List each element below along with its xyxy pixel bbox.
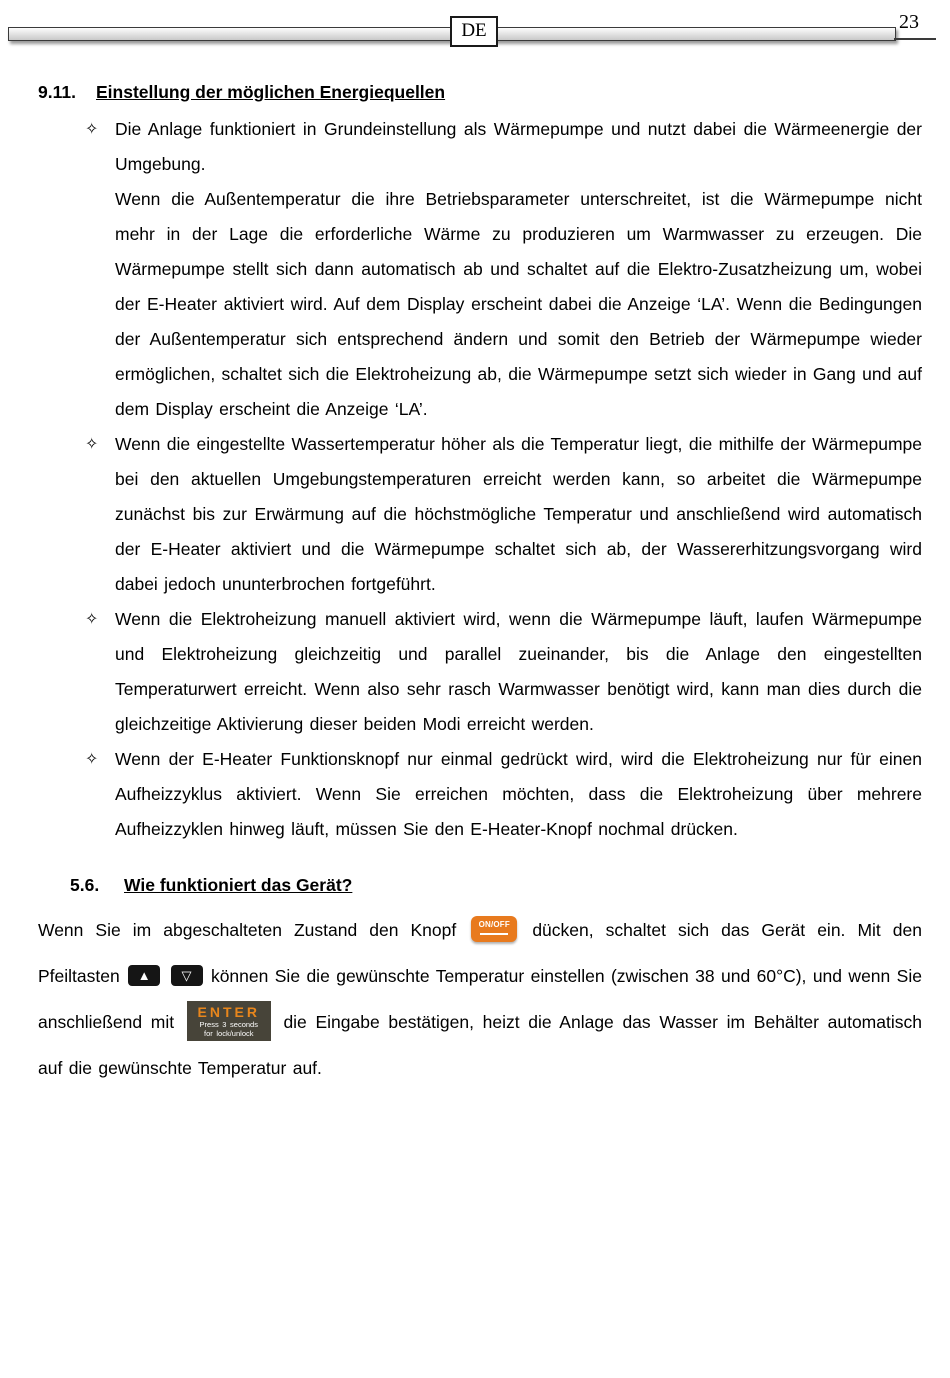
bullet-item — [38, 742, 922, 847]
diamond-bullet-icon: ✧ — [85, 611, 99, 628]
bullet-paragraph: Wenn die Außentemperatur die ihre Betriebsparameter unterschreitet, ist die Wärmepumpe nicht mehr in der Lage die erforderliche Wärme zu produzieren um Warmwasser zu erzeugen. Die Wärmepumpe stellt sich dann automatisch ab und schaltet auf die Elektro-Zusatzheizung um, wobei der E-Heater aktiviert wird. Auf dem Display erscheint dabei die Anzeige ‘LA’. Wenn die Bedingungen der Außentemperatur sich entsprechend ändern und somit den Betrieb der Wärmepumpe wieder ermöglichen, schaltet sich die Elektroheizung ab, die Wärmepumpe setzt sich wieder in Gang und auf dem Display erscheint die Anzeige ‘LA’. — [115, 189, 922, 419]
section-9-11-heading — [38, 80, 922, 104]
bullet-text — [115, 427, 922, 602]
section-title: Einstellung der möglichen Energiequellen — [96, 82, 446, 102]
on-off-button-label: ON/OFF — [478, 920, 510, 930]
paragraph-text: dücken, schaltet sich das Gerät ein. Mit den Pfeiltasten — [38, 920, 923, 986]
page-number-rule — [894, 38, 936, 40]
section-number: 5.6. — [70, 875, 100, 895]
bullet-paragraph: Die Anlage funktioniert in Grundeinstellung als Wärmepumpe und nutzt dabei die Wärmeenergie der Umgebung. — [115, 119, 922, 174]
enter-button-image — [187, 1001, 271, 1041]
page-header — [0, 0, 950, 64]
bullet-text — [115, 112, 922, 427]
page-number: 23 — [899, 11, 919, 33]
diamond-bullet-icon: ✧ — [85, 751, 99, 768]
on-off-button-slot — [480, 933, 508, 935]
diamond-bullet-icon: ✧ — [85, 121, 99, 138]
diamond-bullet-icon: ✧ — [85, 436, 99, 453]
bullet-item — [38, 602, 922, 742]
language-badge: DE — [450, 16, 498, 47]
section-title: Wie funktioniert das Gerät? — [124, 875, 353, 895]
enter-button-label: ENTER — [197, 1004, 260, 1021]
arrow-up-button-image — [128, 965, 160, 986]
bullet-paragraph: Wenn die eingestellte Wassertemperatur höher als die Temperatur liegt, die mithilfe der Wärmepumpe bei den aktuellen Umgebungstemperaturen erreicht werden kann, so arbeitet die Wärmepumpe zunächst bis zur Erwärmung auf die höchstmögliche Temperatur und anschließend wird automatisch der E-Heater aktiviert und die Wärmepumpe schaltet sich ab, der Wassererhitzungsvorgang wird dabei jedoch ununterbrochen fortgeführt. — [115, 434, 922, 594]
bullet-paragraph: Wenn die Elektroheizung manuell aktiviert wird, wenn die Wärmepumpe läuft, laufen Wärmepumpe und Elektroheizung gleichzeitig und parallel zueinander, bis die Anlage den eingestellten Temperaturwert erreicht. Wenn also sehr rasch Warmwasser benötigt wird, kann man dies durch die gleichzeitige Aktivierung dieser beiden Modi erreicht werden. — [115, 609, 922, 734]
enter-button-subtext: Press 3 seconds — [199, 1020, 258, 1030]
enter-button-subtext: for lock/unlock — [204, 1029, 254, 1039]
on-off-button-image — [471, 916, 517, 942]
arrow-up-icon: ▲ — [137, 967, 151, 983]
operation-paragraph — [38, 907, 922, 1091]
paragraph-text: können Sie die gewünschte Temperatur einstellen (zwischen 38 und 60°C), und wenn Sie anschließend mit — [38, 966, 922, 1032]
paragraph-text: die Eingabe bestätigen, heizt die Anlage das Wasser im Behälter automatisch auf die gewünschte Temperatur auf. — [38, 1012, 922, 1078]
paragraph-text: Wenn Sie im abgeschalteten Zustand den Knopf — [38, 920, 457, 940]
bullet-item — [38, 427, 922, 602]
arrow-down-icon: ▽ — [181, 967, 192, 983]
arrow-down-button-image — [171, 965, 203, 986]
bullet-text — [115, 742, 922, 847]
bullet-paragraph: Wenn der E-Heater Funktionsknopf nur einmal gedrückt wird, wird die Elektroheizung nur für einen Aufheizzyklus aktiviert. Wenn Sie erreichen möchten, dass die Elektroheizung über mehrere Aufheizzyklen hinweg läuft, müssen Sie den E-Heater-Knopf nochmal drücken. — [115, 749, 922, 839]
bullet-item — [38, 112, 922, 427]
bullet-text — [115, 602, 922, 742]
section-5-6-heading — [70, 873, 922, 897]
page-content — [38, 80, 922, 1091]
section-number: 9.11. — [38, 82, 76, 102]
bullet-list — [38, 112, 922, 847]
